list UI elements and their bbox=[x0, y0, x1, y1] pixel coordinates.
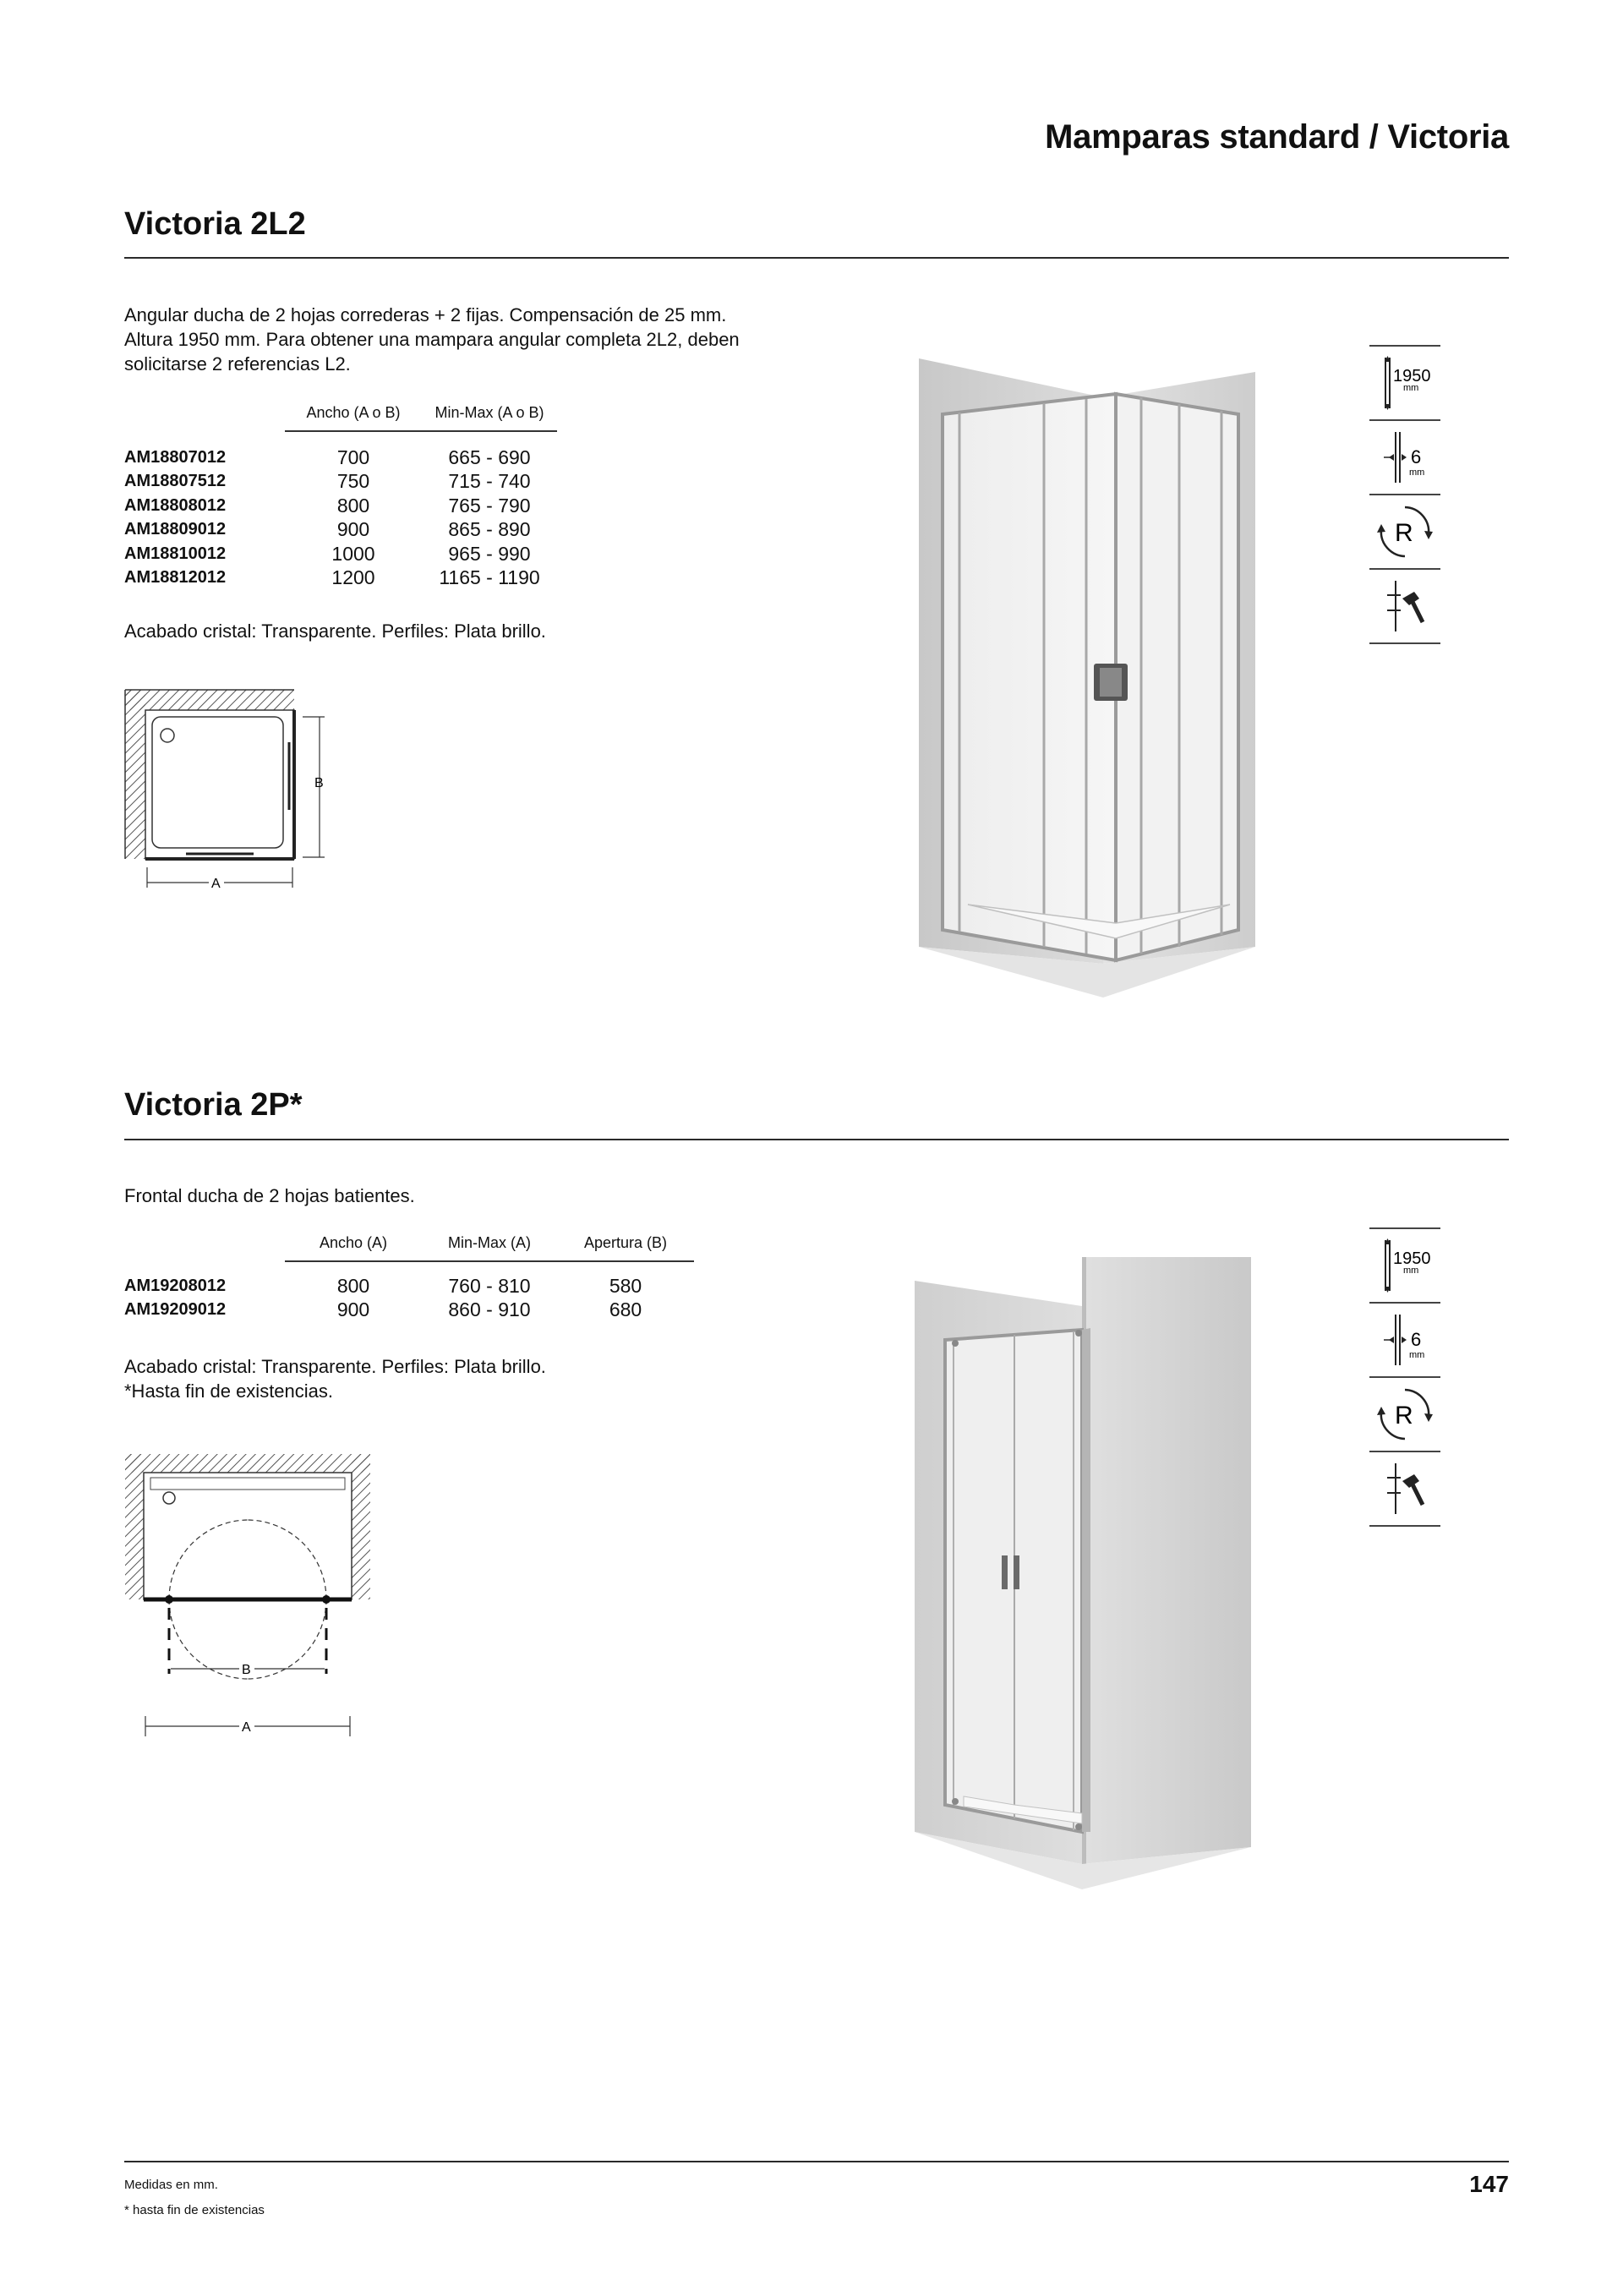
section2-finish bbox=[124, 1354, 546, 1403]
wall-hatch-top bbox=[125, 690, 294, 710]
svg-text:6: 6 bbox=[1411, 1329, 1422, 1350]
svg-text:mm: mm bbox=[1403, 1266, 1419, 1276]
dimension-label-b: B bbox=[314, 776, 324, 790]
table-row bbox=[124, 542, 557, 566]
product-code: AM18807012 bbox=[124, 447, 227, 467]
cell-apertura: 580 bbox=[609, 1274, 642, 1297]
drain-icon bbox=[161, 729, 174, 742]
table-row bbox=[124, 518, 557, 543]
section2-spec-table bbox=[124, 1234, 694, 1322]
header-code-blank bbox=[124, 1234, 285, 1261]
table-header-row bbox=[124, 1234, 694, 1261]
cell-apertura: 680 bbox=[609, 1298, 642, 1321]
section1-feature-icons bbox=[1369, 345, 1440, 648]
cell-minmax: 1165 - 1190 bbox=[439, 566, 540, 589]
section-divider bbox=[124, 257, 1509, 259]
dimension-label-a: A bbox=[242, 1720, 251, 1735]
finish-text: Acabado cristal: Transparente. Perfiles: Plata brillo. bbox=[124, 1356, 546, 1377]
cell-ancho: 900 bbox=[336, 518, 370, 541]
cell-ancho: 800 bbox=[336, 494, 370, 517]
height-icon bbox=[1369, 347, 1440, 421]
header-ancho: Ancho (A) bbox=[285, 1234, 422, 1261]
cell-minmax: 715 - 740 bbox=[448, 470, 531, 493]
installation-icon bbox=[1369, 1452, 1440, 1527]
product-code: AM18810012 bbox=[124, 544, 227, 563]
reversible-icon bbox=[1369, 495, 1440, 570]
table-row bbox=[124, 566, 557, 591]
footer-divider bbox=[124, 2161, 1509, 2162]
product-image-victoria-2l2 bbox=[917, 355, 1264, 998]
section-title-victoria-2p: Victoria 2P* bbox=[124, 1087, 303, 1123]
glass-thickness-icon bbox=[1369, 1304, 1440, 1378]
cell-ancho: 800 bbox=[336, 1274, 370, 1297]
cell-minmax: 965 - 990 bbox=[448, 542, 531, 565]
product-code: AM18812012 bbox=[124, 568, 227, 588]
header-apertura: Apertura (B) bbox=[557, 1234, 694, 1261]
cell-ancho: 900 bbox=[336, 1298, 370, 1321]
height-icon bbox=[1369, 1229, 1440, 1304]
installation-icon bbox=[1369, 570, 1440, 644]
glass-thickness-icon bbox=[1369, 421, 1440, 495]
svg-text:R: R bbox=[1395, 1402, 1413, 1430]
section-divider bbox=[124, 1139, 1509, 1140]
product-code: AM18808012 bbox=[124, 495, 227, 515]
wall-hatch-left bbox=[125, 690, 145, 859]
drain-icon bbox=[163, 1492, 175, 1504]
description-line: Altura 1950 mm. Para obtener una mampara angular completa 2L2, deben bbox=[124, 329, 740, 350]
description-line: solicitarse 2 referencias L2. bbox=[124, 353, 351, 374]
cell-ancho: 700 bbox=[336, 446, 370, 468]
dimension-label-b: B bbox=[242, 1663, 251, 1677]
cell-ancho: 1200 bbox=[331, 566, 375, 589]
door-handle bbox=[1002, 1555, 1008, 1589]
section1-description bbox=[124, 303, 801, 376]
product-code: AM19209012 bbox=[124, 1300, 227, 1320]
table-row bbox=[124, 470, 557, 495]
cell-ancho: 1000 bbox=[331, 542, 375, 565]
product-code: AM18809012 bbox=[124, 520, 227, 539]
cell-minmax: 665 - 690 bbox=[448, 446, 531, 468]
table-row bbox=[124, 1298, 694, 1323]
table-row bbox=[124, 1274, 694, 1298]
cell-ancho: 750 bbox=[336, 470, 370, 493]
header-ancho: Ancho (A o B) bbox=[285, 404, 422, 431]
page-number: 147 bbox=[1469, 2171, 1509, 2197]
cell-minmax: 760 - 810 bbox=[448, 1274, 531, 1297]
svg-text:R: R bbox=[1395, 519, 1413, 547]
svg-text:1950: 1950 bbox=[1393, 1249, 1431, 1268]
cell-minmax: 860 - 910 bbox=[448, 1298, 531, 1321]
description-line: Angular ducha de 2 hojas correderas + 2 fijas. Compensación de 25 mm. bbox=[124, 304, 727, 325]
reversible-icon bbox=[1369, 1378, 1440, 1452]
section-title-victoria-2l2: Victoria 2L2 bbox=[124, 206, 306, 242]
section2-feature-icons bbox=[1369, 1227, 1440, 1530]
product-code: AM19208012 bbox=[124, 1276, 227, 1295]
svg-text:mm: mm bbox=[1403, 383, 1419, 393]
table-row bbox=[124, 494, 557, 518]
header-code-blank bbox=[124, 404, 285, 431]
section1-floor-plan-diagram bbox=[118, 683, 338, 894]
product-image-victoria-2p bbox=[913, 1255, 1268, 1889]
shower-tray bbox=[144, 1473, 352, 1599]
cell-minmax: 765 - 790 bbox=[448, 494, 531, 517]
cell-minmax: 865 - 890 bbox=[448, 518, 531, 541]
page-header-title: Mamparas standard / Victoria bbox=[1045, 118, 1509, 156]
header-minmax: Min-Max (A o B) bbox=[422, 404, 557, 431]
header-minmax: Min-Max (A) bbox=[422, 1234, 557, 1261]
svg-text:mm: mm bbox=[1409, 1350, 1425, 1360]
stock-note: *Hasta fin de existencias. bbox=[124, 1380, 334, 1402]
section2-floor-plan-diagram bbox=[118, 1447, 380, 1743]
section2-description bbox=[124, 1184, 801, 1208]
product-code: AM18807512 bbox=[124, 472, 227, 491]
dimension-label-a: A bbox=[211, 877, 221, 891]
description-line: Frontal ducha de 2 hojas batientes. bbox=[124, 1185, 415, 1206]
section1-spec-table bbox=[124, 404, 557, 590]
footer-note-stock: * hasta fin de existencias bbox=[124, 2203, 265, 2217]
svg-text:1950: 1950 bbox=[1393, 367, 1431, 385]
svg-text:6: 6 bbox=[1411, 446, 1422, 467]
footer-note-measures: Medidas en mm. bbox=[124, 2178, 218, 2192]
table-header-row bbox=[124, 404, 557, 431]
table-row bbox=[124, 446, 557, 470]
svg-text:mm: mm bbox=[1409, 467, 1425, 478]
section1-finish: Acabado cristal: Transparente. Perfiles: Plata brillo. bbox=[124, 620, 546, 642]
